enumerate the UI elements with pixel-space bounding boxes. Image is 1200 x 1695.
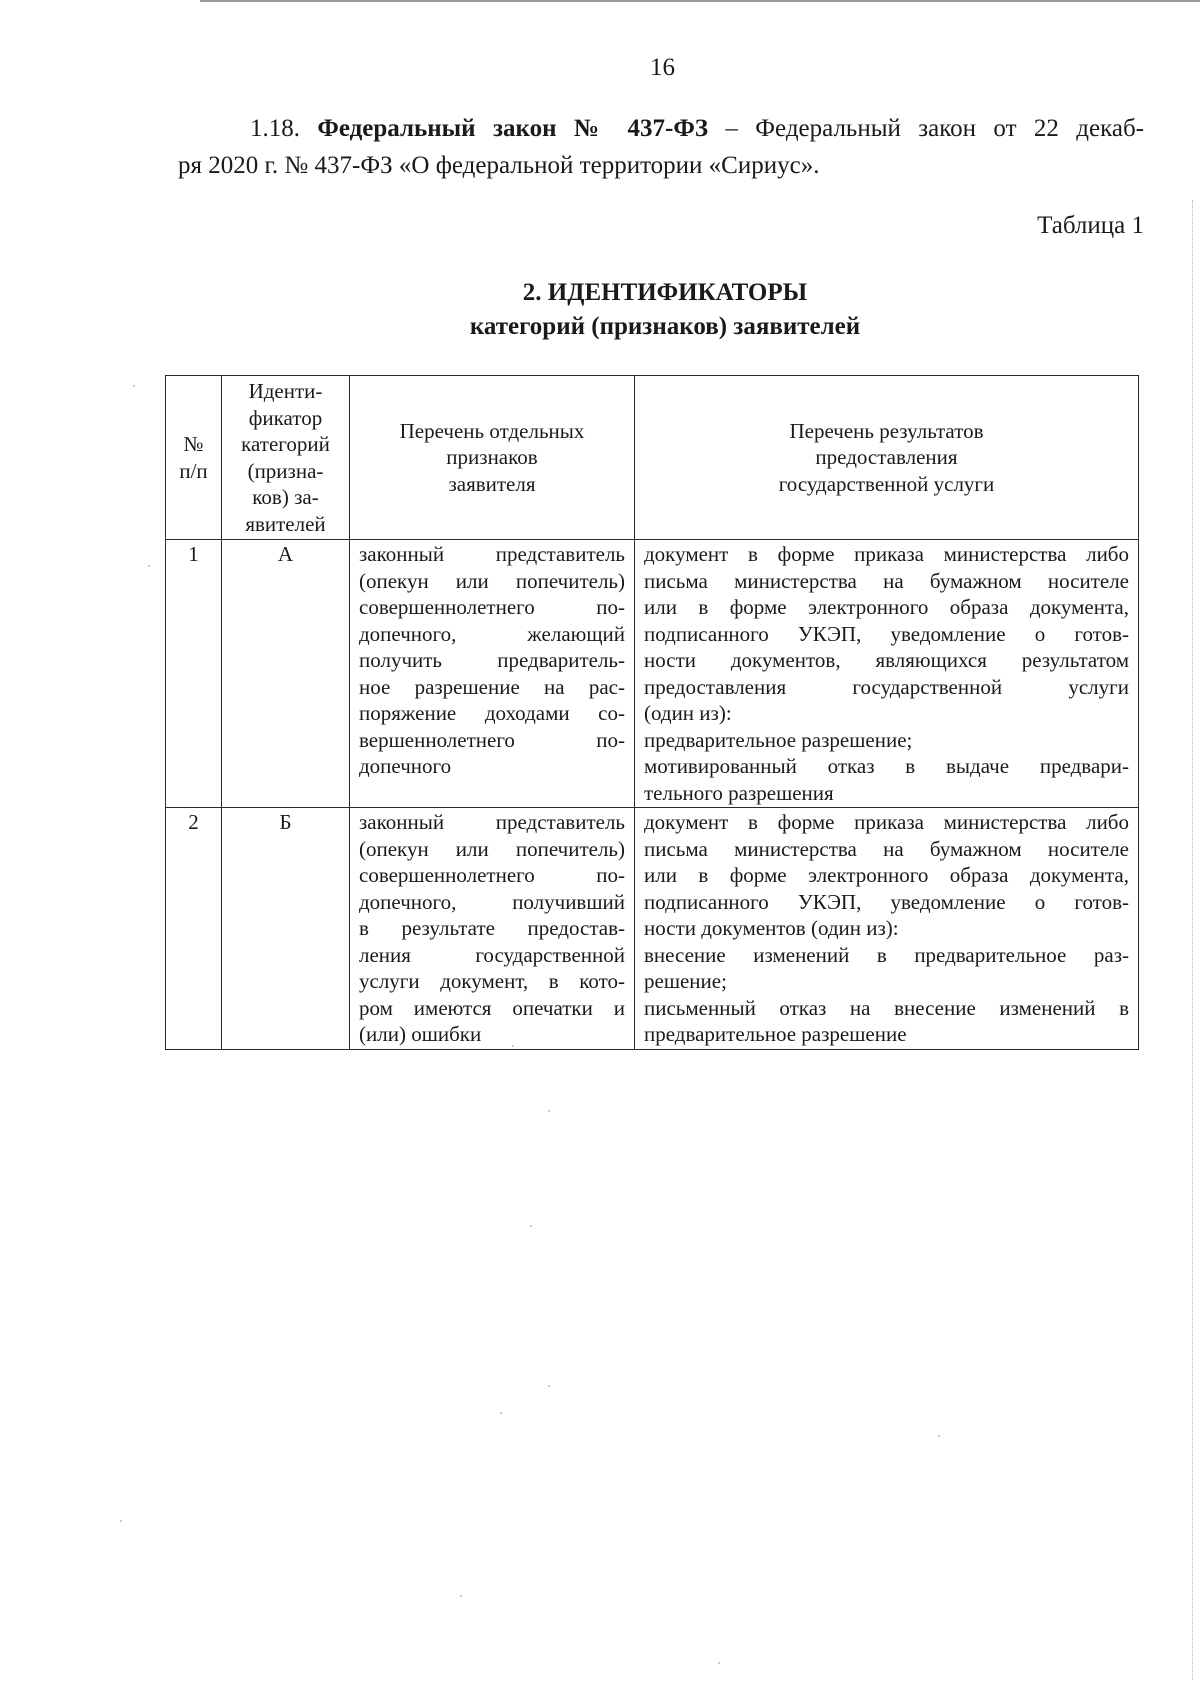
cell-line: подписанного УКЭП, уведомление о готов-	[644, 621, 1129, 646]
scan-speck	[938, 1435, 940, 1437]
clause-1-18	[178, 110, 1144, 184]
header-line: Иденти-	[248, 379, 323, 403]
section-title: 2. ИДЕНТИФИКАТОРЫ	[522, 279, 808, 306]
cell-line: совершеннолетнего по-	[359, 863, 625, 887]
header-line: категорий	[241, 432, 330, 456]
cell-line: подписанного УКЭП, уведомление о готов-	[644, 889, 1129, 914]
row-identifier: А	[222, 540, 350, 808]
cell-line: ности документов, являющихся результатом	[644, 648, 1129, 672]
cell-line: внесение изменений в предварительное раз-	[644, 942, 1129, 967]
cell-line: предоставления государственной услуги	[644, 674, 1129, 699]
header-features	[350, 376, 635, 540]
row-identifier: Б	[222, 808, 350, 1050]
identifiers-table	[165, 375, 1139, 1050]
section-subtitle: категорий (признаков) заявителей	[469, 313, 861, 340]
scan-top-edge	[200, 0, 1200, 2]
cell-line: письменный отказ на внесение изменений в	[644, 995, 1129, 1020]
header-identifier	[222, 376, 350, 540]
cell-line: (опекун или попечитель)	[359, 836, 625, 861]
header-line: №	[183, 432, 204, 456]
cell-line: допечного, получивший	[359, 889, 625, 914]
header-line: п/п	[179, 458, 208, 483]
clause-number: 1.18.	[250, 115, 300, 142]
cell-line: тельного разрешения	[644, 780, 834, 805]
cell-line: мотивированный отказ в выдаче предвари-	[644, 754, 1129, 778]
cell-line: вершеннолетнего по-	[359, 727, 625, 752]
scan-speck	[718, 1662, 720, 1664]
header-line: признаков	[446, 445, 538, 470]
cell-line: услуги документ, в кото-	[359, 969, 625, 993]
cell-line: законный представитель	[359, 542, 625, 566]
cell-line: в результате предостав-	[359, 916, 625, 940]
scan-speck	[548, 1385, 550, 1387]
clause-definition-start: – Федеральный закон от 22 декаб-	[725, 115, 1144, 142]
scan-speck	[133, 385, 135, 387]
cell-line: ное разрешение на рас-	[359, 674, 625, 699]
cell-line: (один из):	[644, 701, 732, 725]
row-number: 2	[166, 808, 222, 1050]
cell-line: документ в форме приказа министерства либо	[644, 542, 1129, 566]
table-row	[166, 540, 1139, 808]
cell-line: или в форме электронного образа документа,	[644, 595, 1129, 619]
cell-line: допечного	[359, 754, 452, 778]
cell-line: поряжение доходами со-	[359, 701, 625, 725]
cell-line: получить предваритель-	[359, 648, 625, 672]
header-results	[635, 376, 1139, 540]
row-results	[635, 808, 1139, 1050]
header-line: предоставления	[815, 445, 958, 470]
cell-line: (или) ошибки	[359, 1022, 482, 1046]
cell-line: или в форме электронного образа документа,	[644, 863, 1129, 887]
cell-line: допечного, желающий	[359, 621, 625, 646]
clause-definition-end: ря 2020 г. № 437-ФЗ «О федеральной территории «Сириус».	[178, 152, 820, 179]
header-line: государственной услуги	[778, 471, 995, 496]
scan-right-edge	[1192, 200, 1193, 1680]
header-line: фикатор	[248, 405, 323, 430]
cell-line: ром имеются опечатки и	[359, 995, 625, 1020]
row-features	[350, 808, 635, 1050]
table-label: Таблица 1	[1037, 212, 1144, 239]
scan-speck	[120, 1520, 122, 1522]
cell-line: совершеннолетнего по-	[359, 595, 625, 619]
cell-line: документ в форме приказа министерства либо	[644, 810, 1129, 834]
header-line: ков) за-	[252, 485, 319, 509]
row-features	[350, 540, 635, 808]
clause-term: Федеральный закон № 437-ФЗ	[317, 115, 709, 142]
scan-speck	[148, 565, 150, 567]
cell-line: предварительное разрешение	[644, 1022, 907, 1046]
cell-line: письма министерства на бумажном носителе	[644, 568, 1129, 593]
cell-line: письма министерства на бумажном носителе	[644, 836, 1129, 861]
header-line: (призна-	[247, 458, 324, 483]
header-number	[166, 376, 222, 540]
cell-line: ности документов (один из):	[644, 916, 899, 940]
header-line: явителей	[245, 511, 326, 536]
scan-speck	[460, 1595, 462, 1597]
cell-line: ления государственной	[359, 942, 625, 967]
cell-line: предварительное разрешение;	[644, 727, 913, 752]
row-number: 1	[166, 540, 222, 808]
scan-speck	[530, 1225, 532, 1227]
header-line: заявителя	[448, 471, 536, 496]
cell-line: решение;	[644, 969, 727, 993]
row-results	[635, 540, 1139, 808]
table-row	[166, 808, 1139, 1050]
header-line: Перечень отдельных	[399, 418, 585, 443]
header-line: Перечень результатов	[789, 418, 984, 443]
cell-line: (опекун или попечитель)	[359, 568, 625, 593]
page-number: 16	[650, 54, 675, 81]
clause-first-line	[178, 110, 1144, 147]
section-heading	[0, 276, 1200, 344]
scan-speck	[512, 1045, 514, 1047]
table-header-row	[166, 376, 1139, 540]
scan-speck	[500, 1412, 502, 1414]
cell-line: законный представитель	[359, 810, 625, 834]
scan-speck	[548, 1110, 550, 1112]
